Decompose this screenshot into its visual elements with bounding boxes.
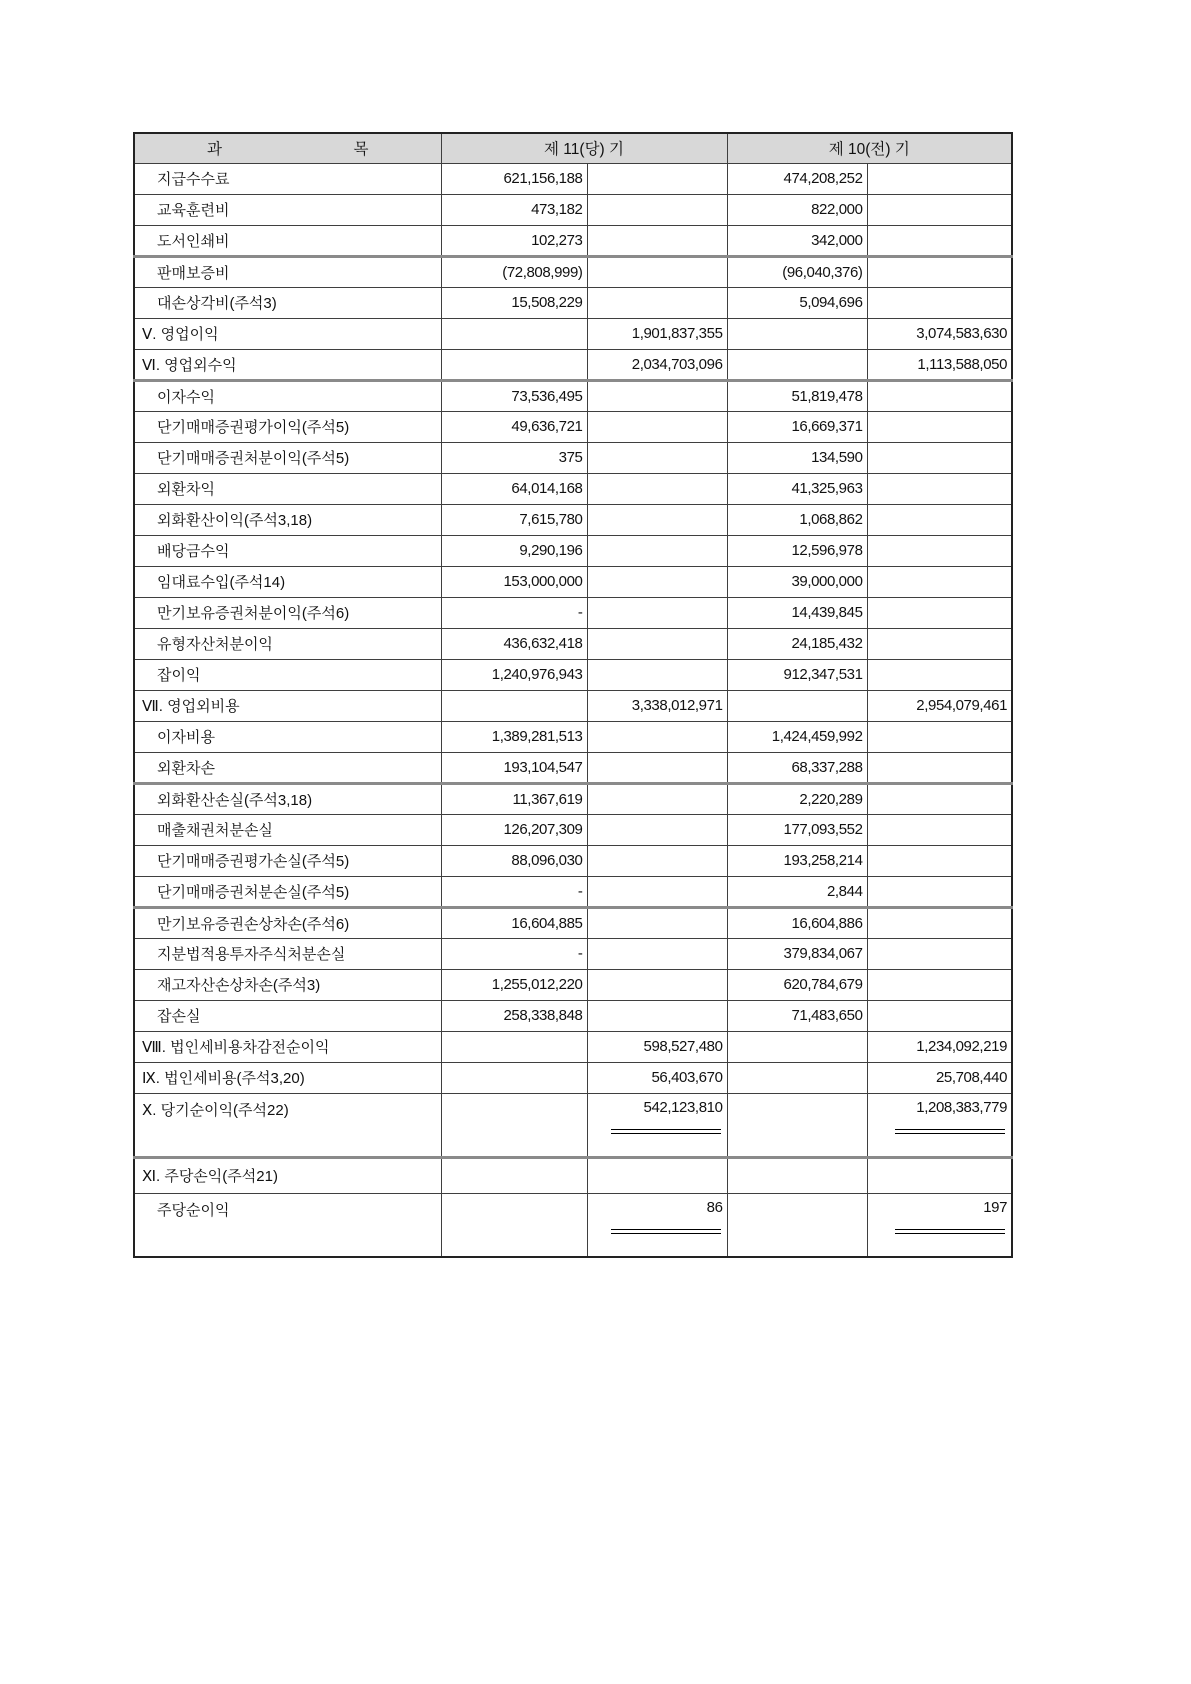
table-row	[134, 814, 1012, 845]
account-label: 재고자산손상차손(주석3)	[134, 969, 441, 1000]
prior-detail-amount: 912,347,531	[727, 659, 867, 690]
table-row	[134, 845, 1012, 876]
current-total-amount	[587, 473, 727, 504]
table-row	[134, 163, 1012, 194]
table-row	[134, 1157, 1012, 1193]
current-total-amount	[587, 721, 727, 752]
account-label: 단기매매증권처분손실(주석5)	[134, 876, 441, 907]
double-underline	[611, 1129, 721, 1134]
current-detail-amount	[441, 1062, 587, 1093]
prior-detail-amount: 193,258,214	[727, 845, 867, 876]
current-detail-amount	[441, 690, 587, 721]
account-label: 임대료수입(주석14)	[134, 566, 441, 597]
current-total-amount	[587, 411, 727, 442]
current-total-amount	[587, 1000, 727, 1031]
current-total-amount: 3,338,012,971	[587, 690, 727, 721]
current-detail-amount: 49,636,721	[441, 411, 587, 442]
prior-total-amount	[867, 256, 1012, 287]
account-label: Ⅸ. 법인세비용(주석3,20)	[134, 1062, 441, 1093]
prior-detail-amount: 12,596,978	[727, 535, 867, 566]
account-label: 외환차익	[134, 473, 441, 504]
prior-total-amount	[867, 1193, 1012, 1257]
table-row	[134, 907, 1012, 938]
account-label: 주당순이익	[134, 1193, 441, 1257]
prior-detail-amount: 2,844	[727, 876, 867, 907]
header-row	[134, 133, 1012, 163]
table-row	[134, 566, 1012, 597]
current-total-amount	[587, 845, 727, 876]
account-label: 매출채권처분손실	[134, 814, 441, 845]
prior-total-amount	[867, 752, 1012, 783]
prior-detail-amount: 24,185,432	[727, 628, 867, 659]
current-total-amount	[587, 535, 727, 566]
prior-detail-amount: 14,439,845	[727, 597, 867, 628]
double-underline	[895, 1229, 1005, 1234]
table-row	[134, 287, 1012, 318]
table-row	[134, 1062, 1012, 1093]
account-label: 만기보유증권처분이익(주석6)	[134, 597, 441, 628]
prior-detail-amount: 342,000	[727, 225, 867, 256]
current-detail-amount	[441, 318, 587, 349]
current-total-amount: 1,901,837,355	[587, 318, 727, 349]
prior-detail-amount: 41,325,963	[727, 473, 867, 504]
current-total-amount	[587, 907, 727, 938]
account-label: Ⅴ. 영업이익	[134, 318, 441, 349]
prior-total-amount	[867, 504, 1012, 535]
prior-detail-amount: 39,000,000	[727, 566, 867, 597]
table-row	[134, 597, 1012, 628]
table-row	[134, 318, 1012, 349]
current-total-amount	[587, 225, 727, 256]
account-label: 외화환산손실(주석3,18)	[134, 783, 441, 814]
current-total-amount	[587, 969, 727, 1000]
table-row	[134, 659, 1012, 690]
prior-total-amount	[867, 442, 1012, 473]
prior-total-amount	[867, 659, 1012, 690]
amount-value: 86	[706, 1198, 723, 1216]
current-total-amount	[587, 380, 727, 411]
prior-total-amount	[867, 597, 1012, 628]
current-detail-amount: 375	[441, 442, 587, 473]
table-row	[134, 504, 1012, 535]
prior-detail-amount: 620,784,679	[727, 969, 867, 1000]
current-detail-amount: (72,808,999)	[441, 256, 587, 287]
table-row	[134, 380, 1012, 411]
current-detail-amount: 11,367,619	[441, 783, 587, 814]
table-row	[134, 876, 1012, 907]
current-detail-amount: 88,096,030	[441, 845, 587, 876]
account-label: 이자수익	[134, 380, 441, 411]
income-statement-table	[133, 132, 1013, 1258]
current-detail-amount: 15,508,229	[441, 287, 587, 318]
current-detail-amount: 102,273	[441, 225, 587, 256]
current-total-amount	[587, 1157, 727, 1193]
account-label: Ⅵ. 영업외수익	[134, 349, 441, 380]
prior-total-amount	[867, 163, 1012, 194]
current-detail-amount: 9,290,196	[441, 535, 587, 566]
account-label: 잡이익	[134, 659, 441, 690]
prior-total-amount	[867, 814, 1012, 845]
prior-detail-amount: 51,819,478	[727, 380, 867, 411]
prior-detail-amount: 2,220,289	[727, 783, 867, 814]
table-row	[134, 783, 1012, 814]
prior-total-amount	[867, 907, 1012, 938]
current-detail-amount: 1,255,012,220	[441, 969, 587, 1000]
prior-total-amount: 1,113,588,050	[867, 349, 1012, 380]
current-total-amount	[587, 752, 727, 783]
table-row	[134, 194, 1012, 225]
table-row	[134, 349, 1012, 380]
table-row	[134, 535, 1012, 566]
prior-total-amount	[867, 628, 1012, 659]
current-total-amount	[587, 1193, 727, 1257]
account-label: 외환차손	[134, 752, 441, 783]
current-detail-amount: 193,104,547	[441, 752, 587, 783]
table-row	[134, 256, 1012, 287]
table-row	[134, 411, 1012, 442]
table-row	[134, 1093, 1012, 1157]
current-detail-amount: 64,014,168	[441, 473, 587, 504]
prior-detail-amount: 71,483,650	[727, 1000, 867, 1031]
current-total-amount	[587, 256, 727, 287]
current-detail-amount: 621,156,188	[441, 163, 587, 194]
table-row	[134, 442, 1012, 473]
account-label: 지급수수료	[134, 163, 441, 194]
prior-detail-amount: 1,068,862	[727, 504, 867, 535]
table-row	[134, 1031, 1012, 1062]
prior-detail-amount: 379,834,067	[727, 938, 867, 969]
account-label: Ⅶ. 영업외비용	[134, 690, 441, 721]
prior-detail-amount	[727, 1062, 867, 1093]
account-label: 잡손실	[134, 1000, 441, 1031]
prior-detail-amount: 16,669,371	[727, 411, 867, 442]
table-row	[134, 628, 1012, 659]
prior-total-amount	[867, 194, 1012, 225]
current-total-amount	[587, 597, 727, 628]
account-label: 만기보유증권손상차손(주석6)	[134, 907, 441, 938]
double-underline	[611, 1229, 721, 1234]
current-detail-amount: 436,632,418	[441, 628, 587, 659]
prior-total-amount: 1,234,092,219	[867, 1031, 1012, 1062]
current-total-amount	[587, 876, 727, 907]
prior-detail-amount: 1,424,459,992	[727, 721, 867, 752]
current-detail-amount: -	[441, 876, 587, 907]
account-label: 교육훈련비	[134, 194, 441, 225]
current-detail-amount: 1,240,976,943	[441, 659, 587, 690]
account-label: 배당금수익	[134, 535, 441, 566]
account-label: 외화환산이익(주석3,18)	[134, 504, 441, 535]
table-body	[134, 163, 1012, 1257]
prior-total-amount	[867, 411, 1012, 442]
prior-total-amount	[867, 1000, 1012, 1031]
prior-total-amount	[867, 566, 1012, 597]
prior-total-amount	[867, 783, 1012, 814]
table-row	[134, 938, 1012, 969]
current-detail-amount: -	[441, 597, 587, 628]
account-label: Ⅺ. 주당손익(주석21)	[134, 1157, 441, 1193]
prior-total-amount	[867, 287, 1012, 318]
current-total-amount	[587, 814, 727, 845]
current-detail-amount: 153,000,000	[441, 566, 587, 597]
account-label: Ⅷ. 법인세비용차감전순이익	[134, 1031, 441, 1062]
prior-detail-amount: 822,000	[727, 194, 867, 225]
table-row	[134, 225, 1012, 256]
prior-detail-amount	[727, 318, 867, 349]
prior-detail-amount: (96,040,376)	[727, 256, 867, 287]
current-detail-amount	[441, 1193, 587, 1257]
prior-total-amount	[867, 535, 1012, 566]
amount-value: 542,123,810	[643, 1098, 723, 1116]
current-detail-amount: -	[441, 938, 587, 969]
current-total-amount	[587, 287, 727, 318]
account-label: Ⅹ. 당기순이익(주석22)	[134, 1093, 441, 1157]
prior-total-amount	[867, 380, 1012, 411]
prior-total-amount	[867, 1157, 1012, 1193]
account-label: 이자비용	[134, 721, 441, 752]
current-total-amount	[587, 442, 727, 473]
account-label: 지분법적용투자주식처분손실	[134, 938, 441, 969]
prior-total-amount	[867, 845, 1012, 876]
current-detail-amount	[441, 1093, 587, 1157]
current-total-amount	[587, 938, 727, 969]
account-label: 유형자산처분이익	[134, 628, 441, 659]
header-account-right: 목	[353, 141, 369, 159]
prior-detail-amount: 5,094,696	[727, 287, 867, 318]
prior-total-amount: 2,954,079,461	[867, 690, 1012, 721]
amount-value: 1,208,383,779	[916, 1098, 1008, 1116]
current-detail-amount	[441, 1157, 587, 1193]
prior-detail-amount	[727, 1093, 867, 1157]
prior-detail-amount	[727, 1193, 867, 1257]
table-row	[134, 473, 1012, 504]
prior-total-amount	[867, 938, 1012, 969]
prior-total-amount	[867, 969, 1012, 1000]
table-row	[134, 690, 1012, 721]
prior-detail-amount: 134,590	[727, 442, 867, 473]
current-total-amount	[587, 163, 727, 194]
current-detail-amount: 73,536,495	[441, 380, 587, 411]
prior-total-amount	[867, 721, 1012, 752]
table-row	[134, 969, 1012, 1000]
prior-detail-amount: 16,604,886	[727, 907, 867, 938]
current-detail-amount: 126,207,309	[441, 814, 587, 845]
prior-detail-amount	[727, 349, 867, 380]
current-detail-amount: 258,338,848	[441, 1000, 587, 1031]
prior-detail-amount: 68,337,288	[727, 752, 867, 783]
current-total-amount	[587, 659, 727, 690]
current-total-amount: 598,527,480	[587, 1031, 727, 1062]
table-row	[134, 1193, 1012, 1257]
prior-total-amount: 25,708,440	[867, 1062, 1012, 1093]
prior-detail-amount	[727, 690, 867, 721]
current-detail-amount: 1,389,281,513	[441, 721, 587, 752]
header-current-period: 제 11(당) 기	[441, 133, 727, 163]
current-detail-amount	[441, 1031, 587, 1062]
prior-total-amount	[867, 225, 1012, 256]
current-total-amount	[587, 504, 727, 535]
current-detail-amount	[441, 349, 587, 380]
amount-value: 197	[983, 1198, 1008, 1216]
current-total-amount: 2,034,703,096	[587, 349, 727, 380]
table-row	[134, 752, 1012, 783]
current-total-amount	[587, 783, 727, 814]
header-account-col	[134, 133, 441, 163]
prior-detail-amount	[727, 1031, 867, 1062]
table-row	[134, 1000, 1012, 1031]
current-detail-amount: 16,604,885	[441, 907, 587, 938]
double-underline	[895, 1129, 1005, 1134]
prior-total-amount: 3,074,583,630	[867, 318, 1012, 349]
account-label: 단기매매증권처분이익(주석5)	[134, 442, 441, 473]
account-label: 판매보증비	[134, 256, 441, 287]
current-total-amount	[587, 1093, 727, 1157]
current-detail-amount: 7,615,780	[441, 504, 587, 535]
current-total-amount	[587, 194, 727, 225]
prior-total-amount	[867, 876, 1012, 907]
current-total-amount	[587, 566, 727, 597]
current-total-amount: 56,403,670	[587, 1062, 727, 1093]
prior-detail-amount: 177,093,552	[727, 814, 867, 845]
account-label: 대손상각비(주석3)	[134, 287, 441, 318]
prior-total-amount	[867, 473, 1012, 504]
account-label: 단기매매증권평가이익(주석5)	[134, 411, 441, 442]
current-total-amount	[587, 628, 727, 659]
prior-total-amount	[867, 1093, 1012, 1157]
current-detail-amount: 473,182	[441, 194, 587, 225]
table-row	[134, 721, 1012, 752]
account-label: 도서인쇄비	[134, 225, 441, 256]
header-prior-period: 제 10(전) 기	[727, 133, 1012, 163]
prior-detail-amount	[727, 1157, 867, 1193]
account-label: 단기매매증권평가손실(주석5)	[134, 845, 441, 876]
prior-detail-amount: 474,208,252	[727, 163, 867, 194]
header-account-left: 과	[207, 141, 222, 159]
